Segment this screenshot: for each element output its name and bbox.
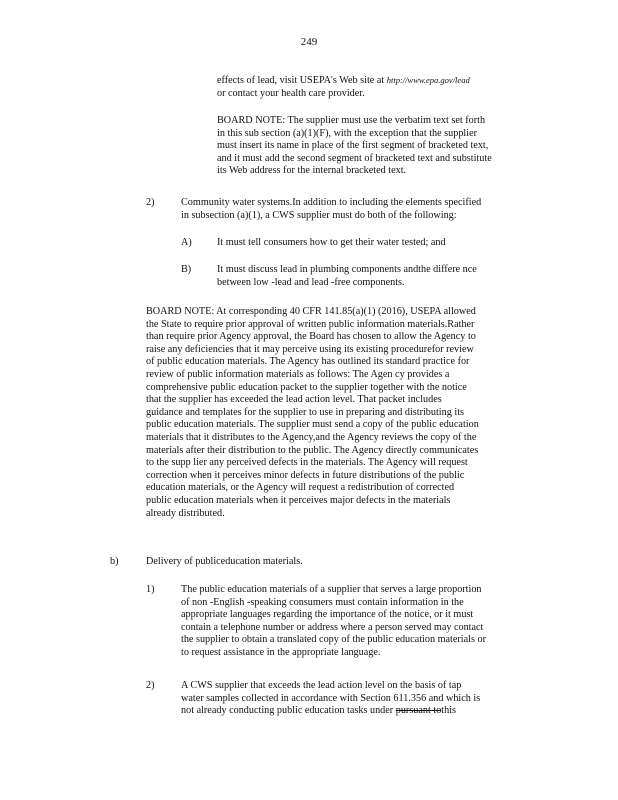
section-b-heading: [146, 556, 303, 569]
item-b1-label: 1): [146, 584, 155, 595]
item-B-label: B): [181, 264, 192, 275]
board-note-2-line: correction when it perceives minor defects in future distributions of the public: [146, 469, 465, 481]
item-b1-line: of non -English -speaking consumers must contain information in the: [181, 596, 464, 608]
item-b1-line: the supplier to obtain a translated copy of the public education materials or: [181, 634, 486, 646]
board-note-1-line: its Web address for the internal bracketed text.: [217, 165, 407, 177]
item-b1-line: The public education materials of a supplier that serves a large proportion: [181, 584, 482, 595]
item-2-line: in subsection (a)(1), a CWS supplier must do both of the following:: [181, 209, 457, 221]
board-note-2-line: the State to require prior approval of written public information materials.Rather: [146, 318, 475, 330]
board-note-2-line: materials after their distribution to the public. The Agency directly communicates: [146, 444, 479, 456]
item-b2-line3-end: this: [441, 705, 457, 717]
board-note-2-line: comprehensive public education packet to the supplier together with the notice: [146, 381, 467, 393]
section-b-heading-text: Delivery of publiceducation materials.: [146, 556, 303, 567]
board-note-2-line: already distributed.: [146, 507, 225, 519]
item-b2-line-3: [181, 705, 480, 718]
struck-text: pursuant to: [395, 705, 442, 717]
board-note-2-line: public education materials. The supplier must send a copy of the public education: [146, 419, 479, 431]
item-b2-line: water samples collected in accordance with Section 611.356 and which is: [181, 692, 481, 704]
board-note-2-line: of public education materials. The Agency has outlined its standard practice for: [146, 356, 470, 368]
item-b2-label: 2): [146, 680, 155, 691]
board-note-1-line: BOARD NOTE: The supplier must use the verbatim text set forth: [217, 115, 486, 126]
item-A-label: A): [181, 237, 192, 248]
item-b2-line: A CWS supplier that exceeds the lead action level on the basis of tap: [181, 680, 462, 691]
board-note-2-line: education materials, or the Agency will request a redistribution of corrected: [146, 482, 455, 494]
board-note-2-line: to the supp lier any perceived defects in the materials. The Agency will request: [146, 457, 468, 469]
board-note-2: [146, 306, 479, 520]
board-note-2-line: materials that it distributes to the Agency,and the Agency reviews the copy of the: [146, 431, 477, 443]
board-note-1: [217, 115, 492, 178]
page-number: 249: [300, 36, 318, 48]
item-B-line: between low -lead and lead -free components.: [217, 276, 405, 288]
item-b1-line: contain a telephone number or address where a person served may contact: [181, 621, 484, 633]
epa-lead-url[interactable]: http://www.epa.gov/lead: [386, 75, 470, 85]
board-note-2-line: that the supplier has exceeded the lead action level. That packet includes: [146, 394, 442, 406]
item-A-line: It must tell consumers how to get their water tested; and: [217, 237, 446, 248]
effects-line-1: [217, 74, 470, 88]
board-note-2-line: raise any deficiencies that it may perceive using its existing procedurefor review: [146, 343, 474, 355]
effects-text: effects of lead, visit USEPA's Web site at: [217, 75, 387, 86]
board-note-2-line: than require prior Agency approval, the Board has chosen to allow the Agency to: [146, 331, 476, 343]
effects-block: [217, 74, 470, 100]
board-note-2-line: public education materials when it perceives major defects in the materials: [146, 494, 451, 506]
board-note-2-line: guidance and templates for the supplier to use in preparing and distributing its: [146, 406, 465, 418]
item-A-text: [217, 237, 446, 250]
board-note-1-line: in this sub section (a)(1)(F), with the exception that the supplier: [217, 127, 478, 139]
item-2-line: Community water systems.In addition to including the elements specified: [181, 197, 482, 208]
item-b1-text: [181, 584, 486, 660]
board-note-2-line: review of public information materials as follows: The Agen cy provides a: [146, 368, 450, 380]
board-note-2-line: BOARD NOTE: At corresponding 40 CFR 141.85(a)(1) (2016), USEPA allowed: [146, 306, 476, 317]
item-B-text: [217, 264, 477, 289]
item-b2-line3-start: not already conducting public education tasks under: [181, 705, 396, 717]
item-B-line: It must discuss lead in plumbing components andthe differe nce: [217, 264, 477, 275]
item-b1-line: to request assistance in the appropriate language.: [181, 646, 381, 658]
item-2-community-text: [181, 197, 481, 222]
board-note-1-line: and it must add the second segment of bracketed text and substitute: [217, 152, 492, 164]
effects-line-2: or contact your health care provider.: [217, 87, 365, 99]
item-2-label: 2): [146, 197, 155, 208]
item-b2-text: [181, 680, 480, 718]
section-b-label: b): [110, 556, 119, 567]
item-b1-line: appropriate languages regarding the importance of the notice, or it must: [181, 609, 474, 621]
board-note-1-line: must insert its name in place of the first segment of bracketed text,: [217, 140, 489, 152]
